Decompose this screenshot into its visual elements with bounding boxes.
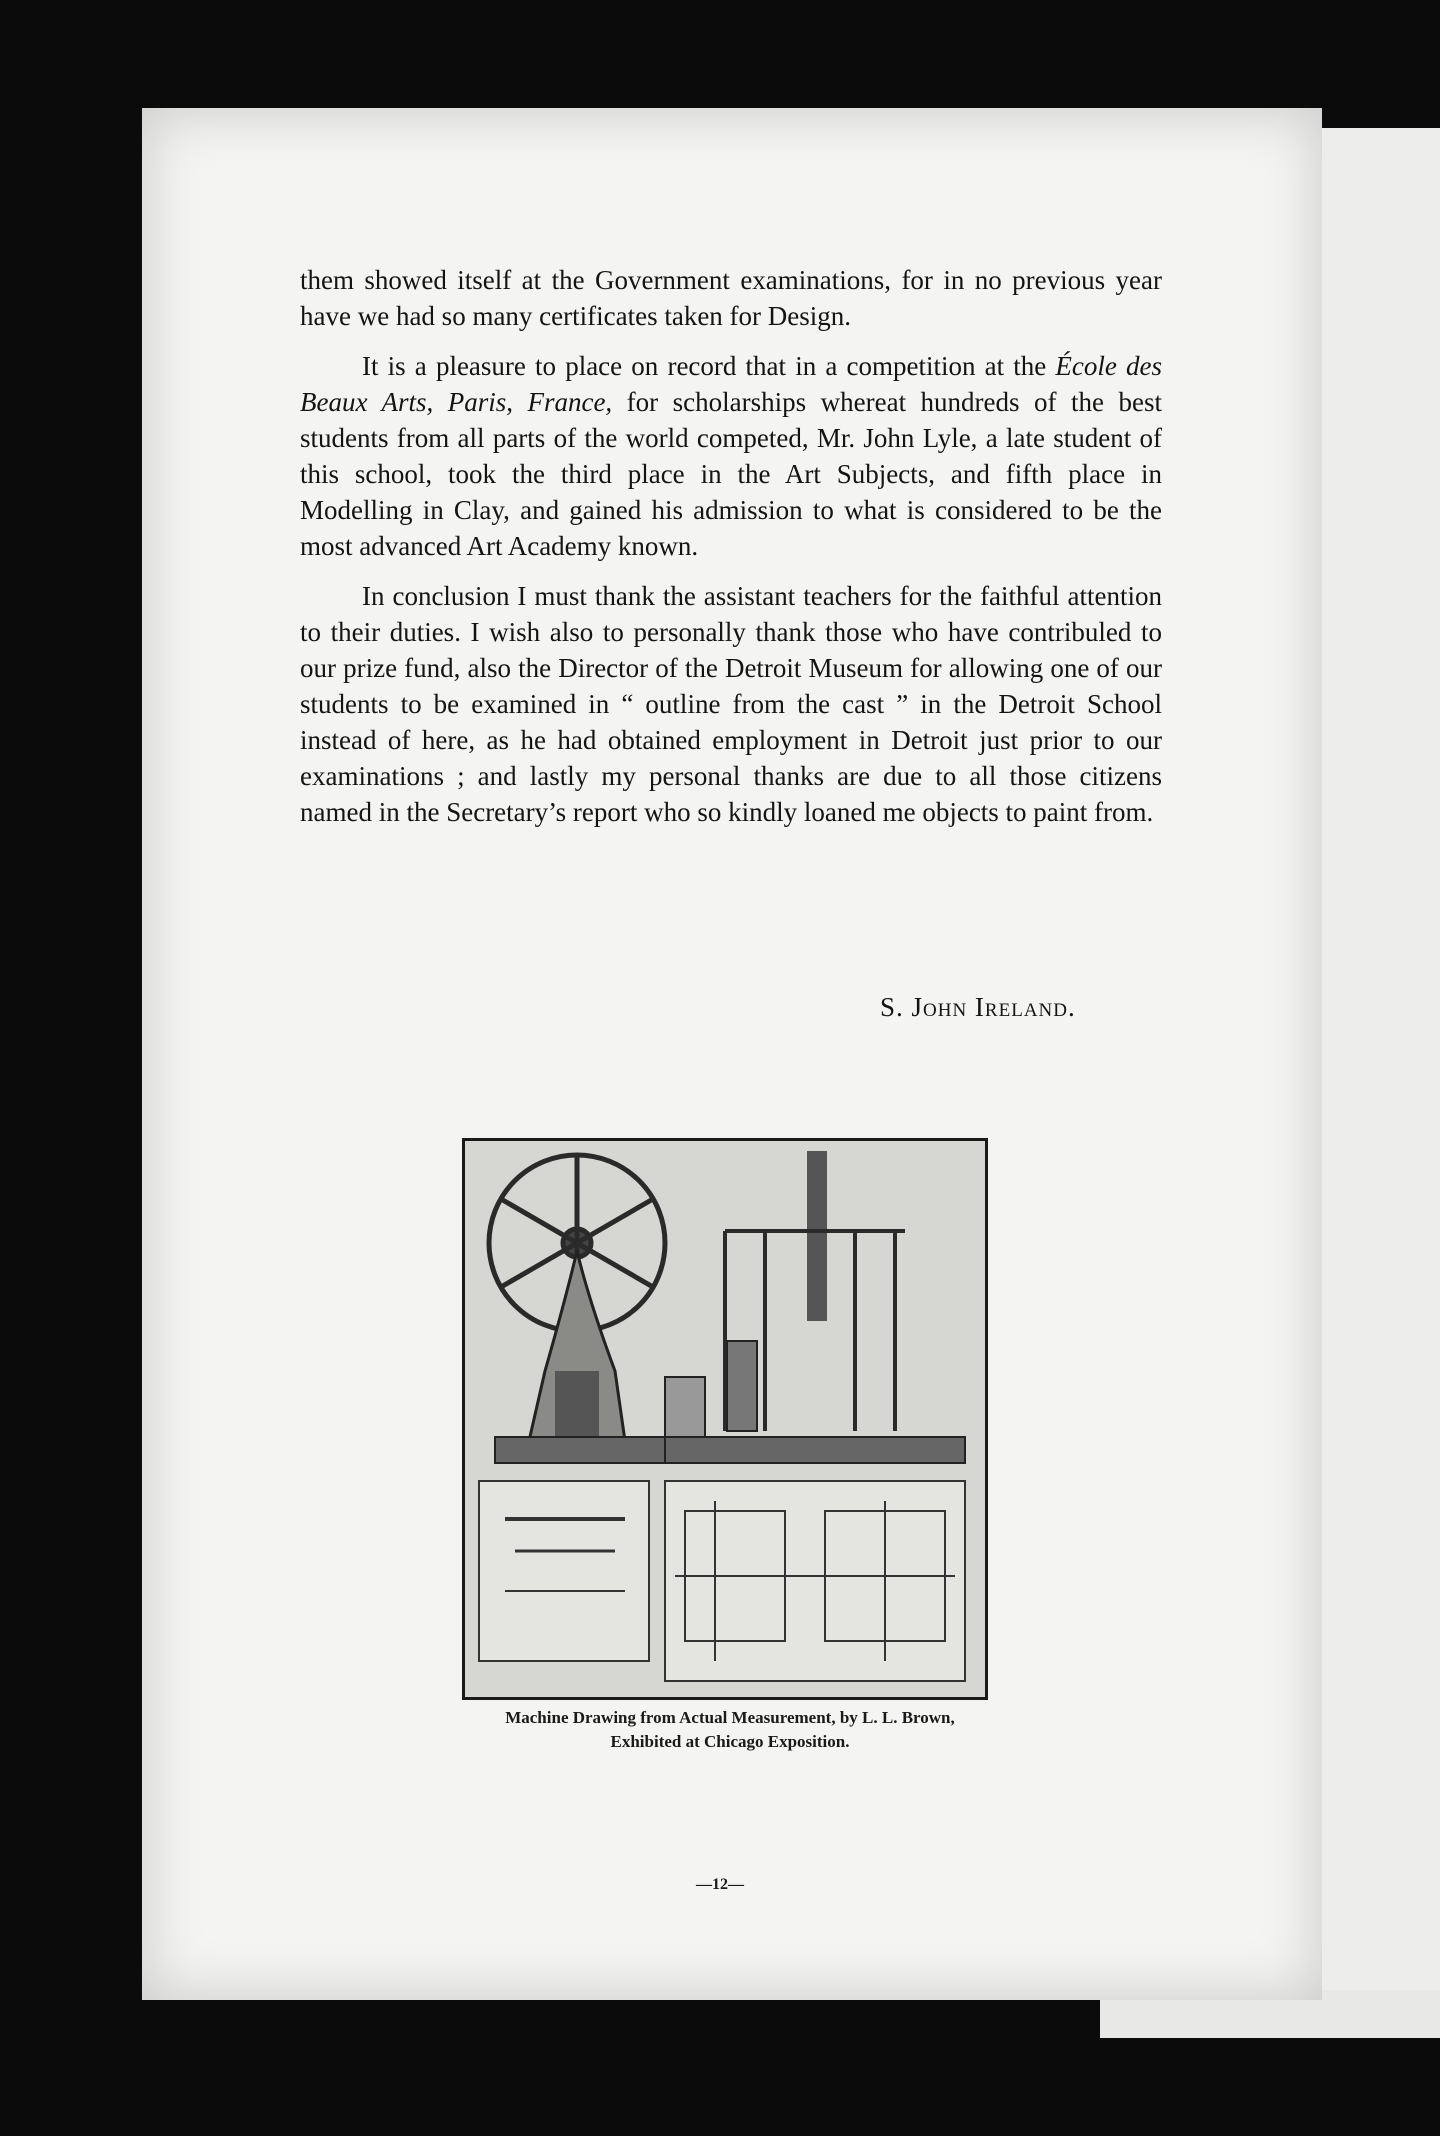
machine-drawing-figure: [462, 1138, 988, 1700]
paragraph-2-start: It is a pleasure to place on record that in a competition at the: [362, 351, 1056, 381]
page-number: —12—: [696, 1876, 744, 1893]
body-text: [300, 262, 1162, 844]
paragraph-2-italic: École des Beaux Arts, Paris, France,: [300, 351, 1162, 417]
caption-line-1: Machine Drawing from Actual Measurement, by L. L. Brown,: [505, 1708, 955, 1727]
paragraph-1: them showed itself at the Government examinations, for in no previous year have we had so many certificates taken for Design.: [300, 265, 1162, 331]
caption-line-2: Exhibited at Chicago Exposition.: [610, 1732, 850, 1751]
figure-caption: [380, 1706, 1080, 1754]
machine-drawing-illustration: [465, 1141, 985, 1697]
paragraph-2: [300, 348, 1162, 564]
paragraph-3: In conclusion I must thank the assistant teachers for the faithful attention to their duties. I wish also to personally thank those who have contribuled to our prize fund, also the Director of the Detroit Museum for allowing one of our students to be examined in “ outline from the cast ” in the Detroit School instead of here, as he had obtained employment in Detroit just prior to our examinations ; and lastly my personal thanks are due to all those citizens named in the Secretary’s report who so kindly loaned me objects to paint from.: [300, 581, 1162, 827]
paragraph-2-end: for scholarships whereat hundreds of the best students from all parts of the world competed, Mr. John Lyle, a late student of this school, took the third place in the Art Subjects, and fifth place in Modelling in Clay, and gained his admission to what is considered to be the most advanced Art Academy known.: [300, 387, 1162, 561]
signature: S. John Ireland.: [880, 992, 1076, 1022]
facing-page-edge: [1322, 128, 1440, 2000]
